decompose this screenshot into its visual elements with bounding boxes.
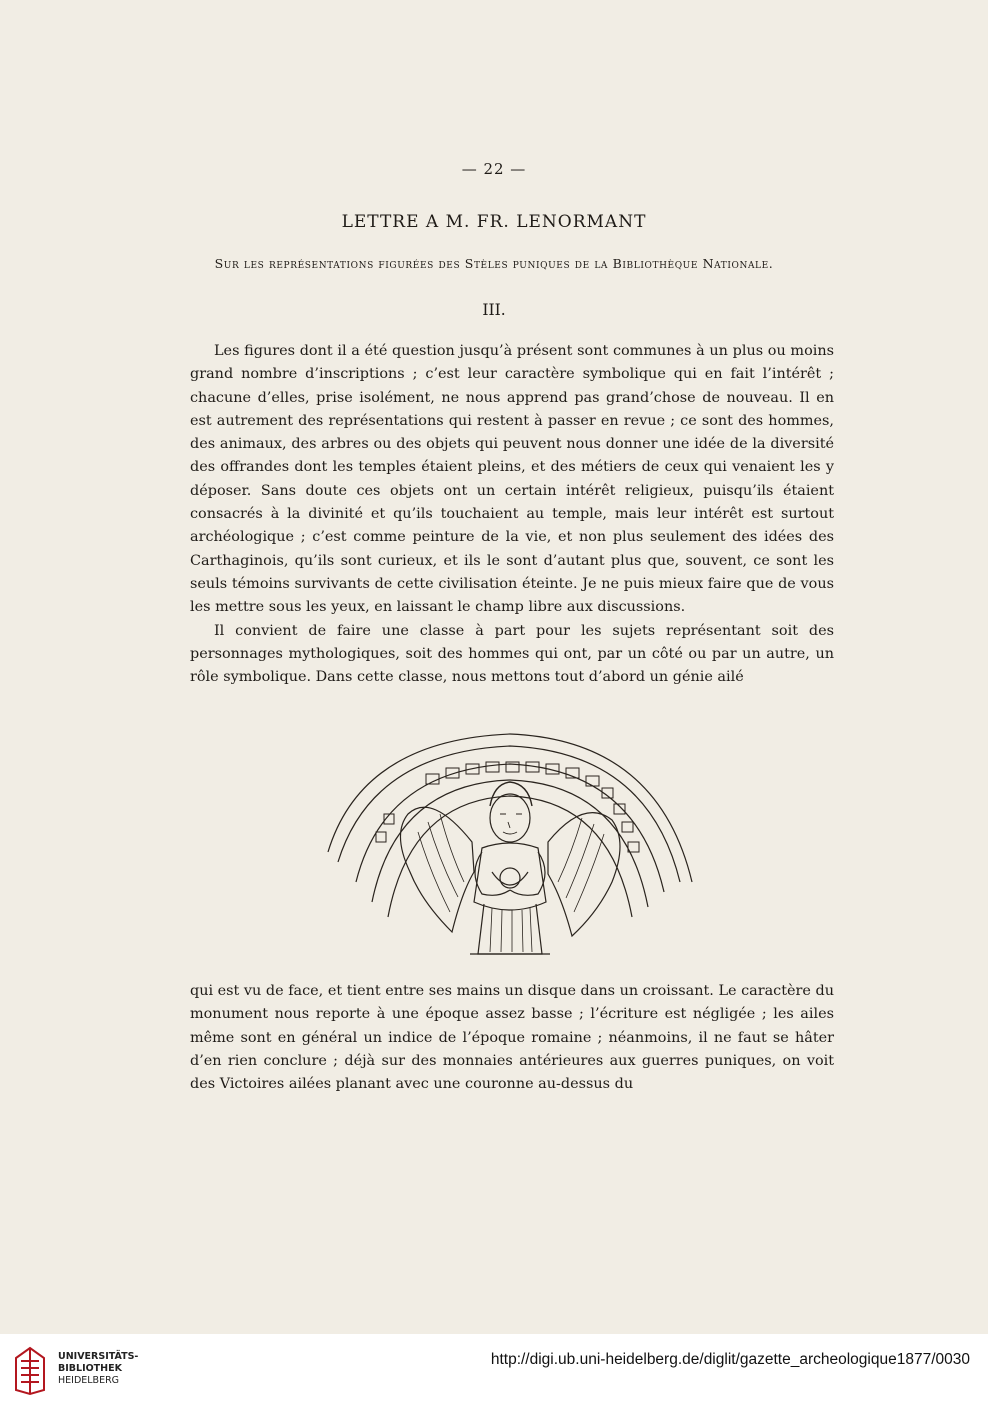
body-text-lower: [190, 980, 834, 1096]
footer-bar: [0, 1334, 988, 1404]
library-line-3: HEIDELBERG: [58, 1375, 120, 1386]
article-title: LETTRE A M. FR. LENORMANT: [341, 212, 647, 232]
article-subtitle: Sur les représentations figurées des Stèles puniques de la Bibliothèque Nationale.: [214, 256, 774, 271]
paragraph-2: Il convient de faire une classe à part pour les sujets représentant soit des personnages mythologiques, soit des hommes qui ont, par un côté ou par un autre, un rôle symbolique. Dans cette classe, nous mettons tout d’abord un génie ailé: [190, 622, 834, 686]
source-url-link[interactable]: http://digi.ub.uni-heidelberg.de/diglit/gazette_archeologique1877/0030: [490, 1351, 970, 1368]
library-line-2: BIBLIOTHEK: [58, 1363, 122, 1374]
winged-genius-stele-illustration: [322, 722, 698, 960]
section-number: III.: [482, 301, 506, 319]
paragraph-3: qui est vu de face, et tient entre ses mains un disque dans un croissant. Le caractère du monument nous reporte à une époque assez basse ; l’écriture est négligée ; les ailes même sont en général un indice de l’époque romaine ; néanmoins, il ne faut se hâter d’en rien conclure ; déjà sur des monnaies antérieures aux guerres puniques, on voit des Victoires ailées planant avec une couronne au-dessus du: [190, 983, 834, 1093]
library-line-1: UNIVERSITÄTS-: [58, 1351, 139, 1362]
university-library-logo-icon: [10, 1344, 50, 1396]
page-number: — 22 —: [461, 160, 527, 178]
paragraph-1: Les figures dont il a été question jusqu’à présent sont communes à un plus ou moins grand nombre d’inscriptions ; c’est leur caractère symbolique qui en fait l’intérêt ; chacune d’elles, prise isolément, ne nous apprend pas grand’chose de nouveau. Il en est autrement des représentations qui restent à passer en revue ; ce sont des hommes, des animaux, des arbres ou des objets qui peuvent nous donner une idée de la diversité des offrandes dont les temples étaient pleins, et des métiers de ceux qui venaient les y déposer. Sans doute ces objets ont un certain intérêt religieux, puisqu’ils étaient consacrés à la divinité et qu’ils touchaient au temple, mais leur intérêt est surtout archéologique ; c’est comme peinture de la vie, et non plus seulement des idées des Carthaginois, qu’ils sont curieux, et ils le sont d’autant plus que, souvent, ce sont les seuls témoins survivants de cette civilisation éteinte. Je ne puis mieux faire que de vous les mettre sous les yeux, en laissant le champ libre aux discussions.: [190, 343, 834, 616]
library-name: [58, 1351, 138, 1387]
body-text-upper: [190, 340, 834, 689]
